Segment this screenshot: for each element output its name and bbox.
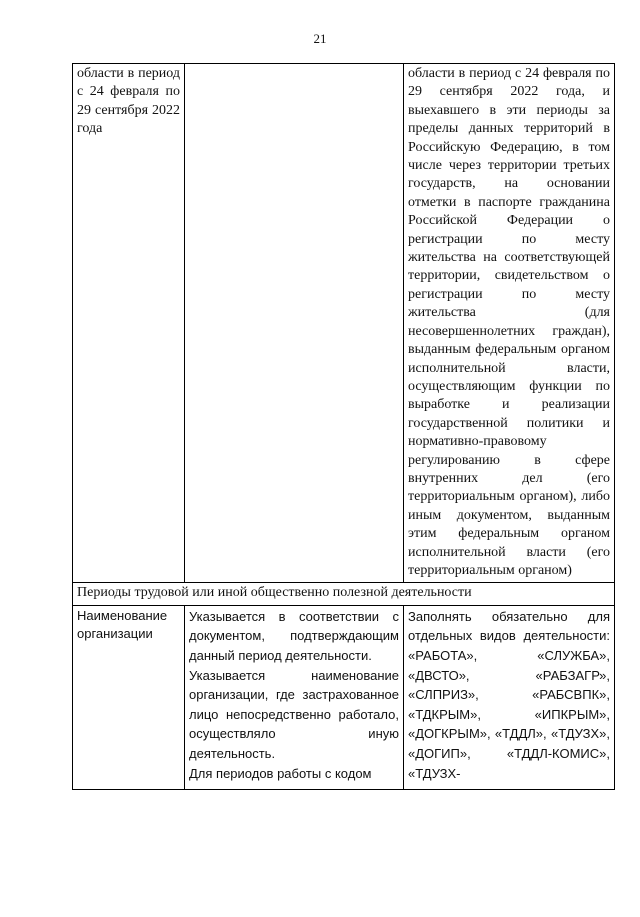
table-row [73,64,615,583]
page-number: 21 [313,31,327,46]
row1-col2-cell [185,64,404,583]
row2-col2-para-2: Указывается наименование организации, где застрахованное лицо непосредственно работало, осуществляло иную деятельность. [189,667,399,761]
row1-col1-cell [73,64,185,583]
row2-col3-cell [404,605,615,789]
row2-col1-text: Наименование организации [77,607,168,642]
section-header-text: Периоды трудовой или иной общественно полезной деятельности [77,585,472,601]
section-header-cell [73,583,615,605]
section-header-row [73,583,615,605]
row2-col2-para-1: Указывается в соответствии с документом, подтверждающим данный период деятельности. [189,608,399,663]
table-row [73,605,615,789]
row1-col3-text: области в период с 24 февраля по 29 сентября 2022 года, и выехавшего в эти периоды за пределы данных территорий в Российскую Федерацию, в том числе через территории третьих государств, на основании отметки в паспорте гражданина Российской Федерации о регистрации по месту жительства на соответствующей территории, свидетельством о регистрации по месту жительства (для несовершеннолетних граждан), выданным федеральным органом исполнительной власти, осуществляющим функции по выработке и реализации государственной политики и нормативно-правовому регулированию в сфере внутренних дел (его территориальным органом), либо иным документом, выданным этим федеральным органом исполнительной власти (его территориальным органом) [408,66,610,578]
document-table [72,63,615,790]
row2-col2-cell [185,605,404,789]
row1-col3-cell [404,64,615,583]
row1-col1-text: области в период с 24 февраля по 29 сентября 2022 года [77,66,180,137]
row2-col1-cell [73,605,185,789]
row2-col2-para-3: Для периодов работы с кодом [189,765,372,781]
row2-col3-text: Заполнять обязательно для отдельных видов деятельности: «РАБОТА», «СЛУЖБА», «ДВСТО», «РАБЗАГР», «СЛПРИЗ», «РАБСВПК», «ТДКРЫМ», «ИПКРЫМ», «ДОГКРЫМ», «ТДДЛ», «ТДУЗХ», «ДОГИП», «ТДДЛ-КОМИС», «ТДУЗХ- [408,608,610,781]
